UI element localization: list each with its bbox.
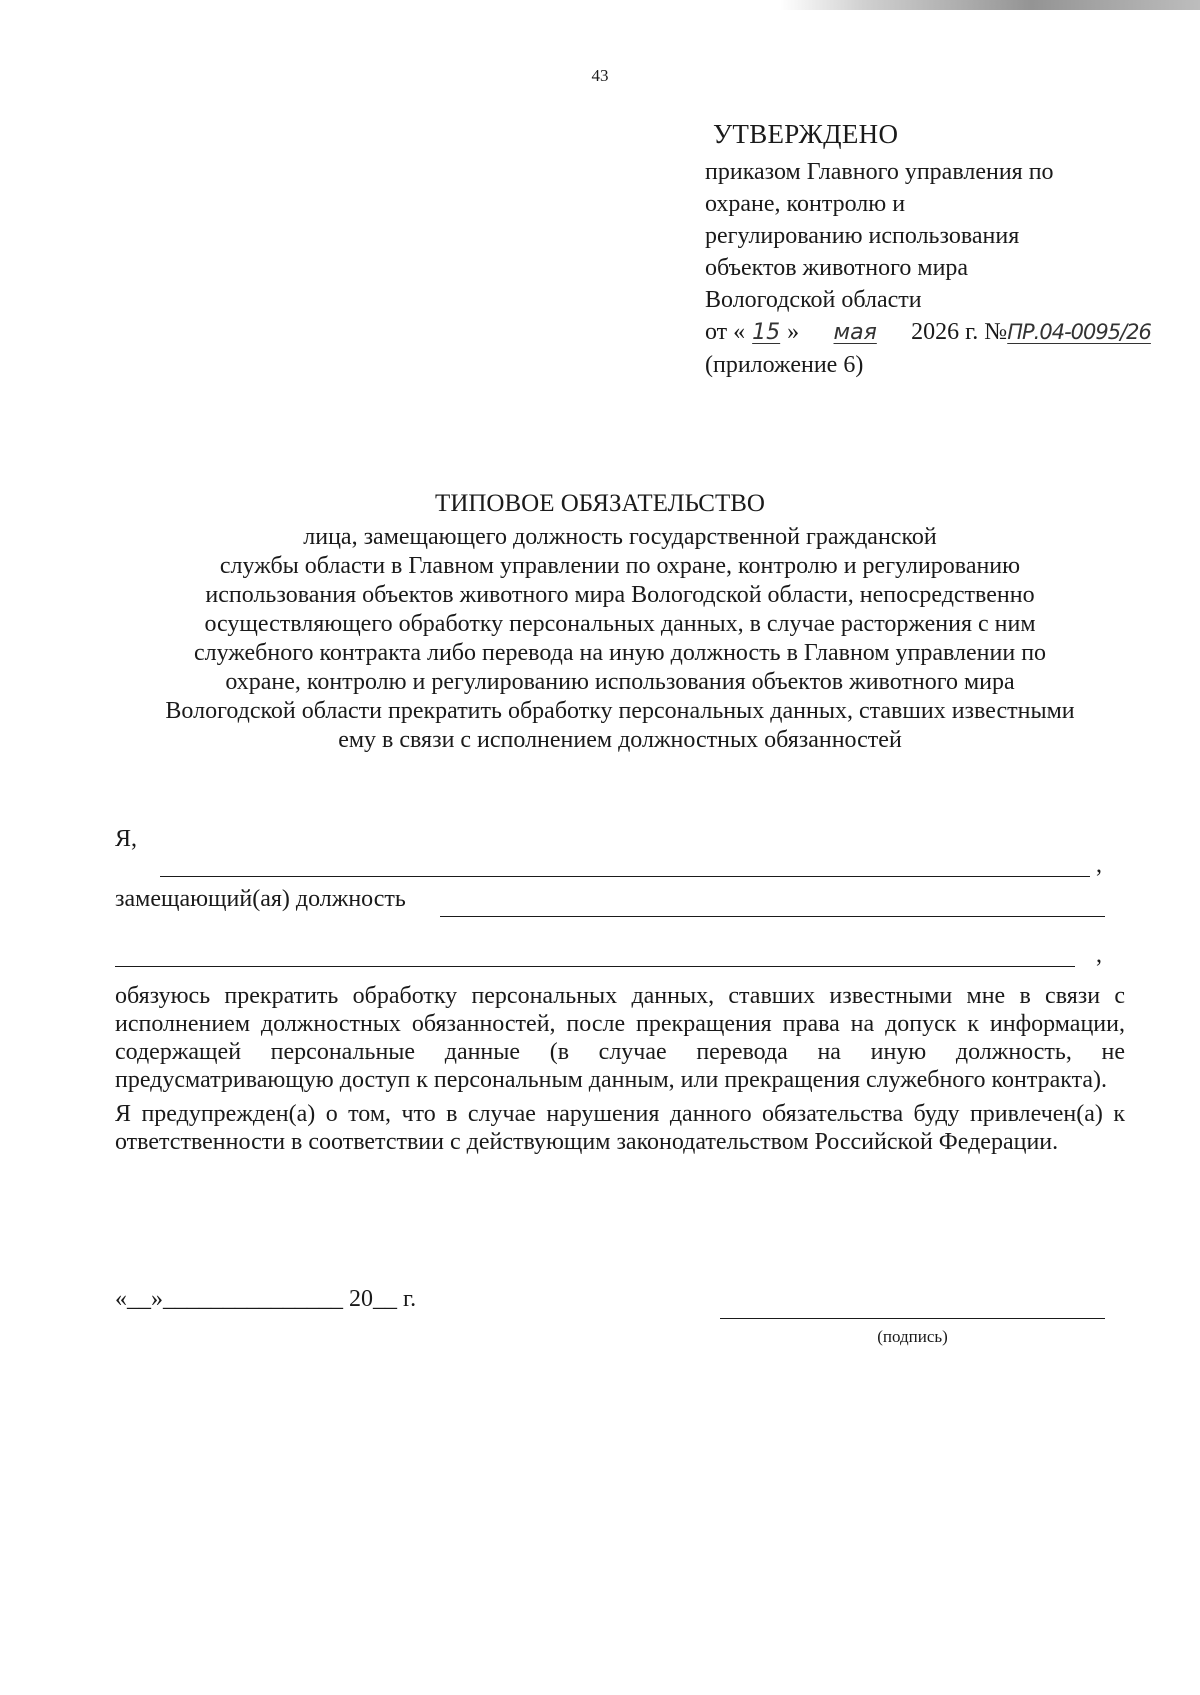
position-row (115, 886, 1115, 913)
approval-appendix: (приложение 6) (705, 352, 864, 378)
approval-line: объектов животного мира (705, 255, 969, 281)
warning-paragraph: Я предупрежден(а) о том, что в случае нарушения данного обязательства буду привлечен(а) к ответственности в соответствии с действующим законодательством Российской Федерации. (115, 1101, 1125, 1155)
name-label-row (115, 826, 1115, 853)
date-prefix: от « (705, 319, 746, 345)
date-close: » (787, 319, 800, 345)
document-subtitle (115, 523, 1125, 755)
name-blank-line[interactable] (160, 876, 1090, 877)
subtitle-line: служебного контракта либо перевода на иную должность в Главном управлении по (193, 640, 1047, 666)
subtitle-line: ему в связи с исполнением должностных обязанностей (338, 727, 902, 753)
signature-line[interactable] (720, 1318, 1105, 1319)
signature-date-field[interactable]: «__»_______________ 20__ г. (115, 1286, 417, 1312)
subtitle-line: охране, контролю и регулированию использования объектов животного мира (225, 669, 1015, 695)
page-number: 43 (591, 66, 609, 85)
handwritten-month: мая (833, 320, 877, 345)
subtitle-line: лица, замещающего должность государственной гражданской (303, 524, 937, 550)
document-title: ТИПОВОЕ ОБЯЗАТЕЛЬСТВО (435, 490, 765, 517)
approval-line: регулированию использования (705, 223, 1020, 249)
obligation-paragraph: обязуюсь прекратить обработку персональных данных, ставших известными мне в связи с исполнением должностных обязанностей, после прекращения права на допуск к информации, содержащей персональные данные (в случае перевода на иную должность, не предусматривающую доступ к персональным данным, или прекращения служебного контракта). (115, 983, 1125, 1093)
handwritten-day: 15 (752, 320, 781, 345)
i-label: Я, (115, 826, 138, 852)
name-comma: , (1096, 852, 1102, 878)
position-comma: , (1096, 942, 1102, 968)
signature-caption: (подпись) (877, 1327, 948, 1346)
subtitle-line: службы области в Главном управлении по охране, контролю и регулированию (219, 553, 1021, 579)
approval-heading: УТВЕРЖДЕНО (713, 119, 899, 149)
position-continuation-line[interactable] (115, 966, 1075, 967)
approval-block (705, 118, 1175, 381)
approval-line: приказом Главного управления по (705, 159, 1054, 185)
subtitle-line: использования объектов животного мира Вологодской области, непосредственно (205, 582, 1035, 608)
handwritten-order-number: ПР.04-0095/26 (1007, 320, 1151, 344)
approval-date-line (705, 316, 1175, 349)
date-year: 2026 г. № (911, 319, 1008, 345)
position-blank-line[interactable] (440, 916, 1105, 917)
scan-artifact (780, 0, 1200, 10)
subtitle-line: Вологодской области прекратить обработку персональных данных, ставших известными (165, 698, 1075, 724)
subtitle-line: осуществляющего обработку персональных данных, в случае расторжения с ним (204, 611, 1036, 637)
position-label: замещающий(ая) должность (115, 886, 406, 912)
approval-line: Вологодской области (705, 287, 922, 313)
obligation-body (115, 982, 1125, 1162)
approval-line: охране, контролю и (705, 191, 906, 217)
